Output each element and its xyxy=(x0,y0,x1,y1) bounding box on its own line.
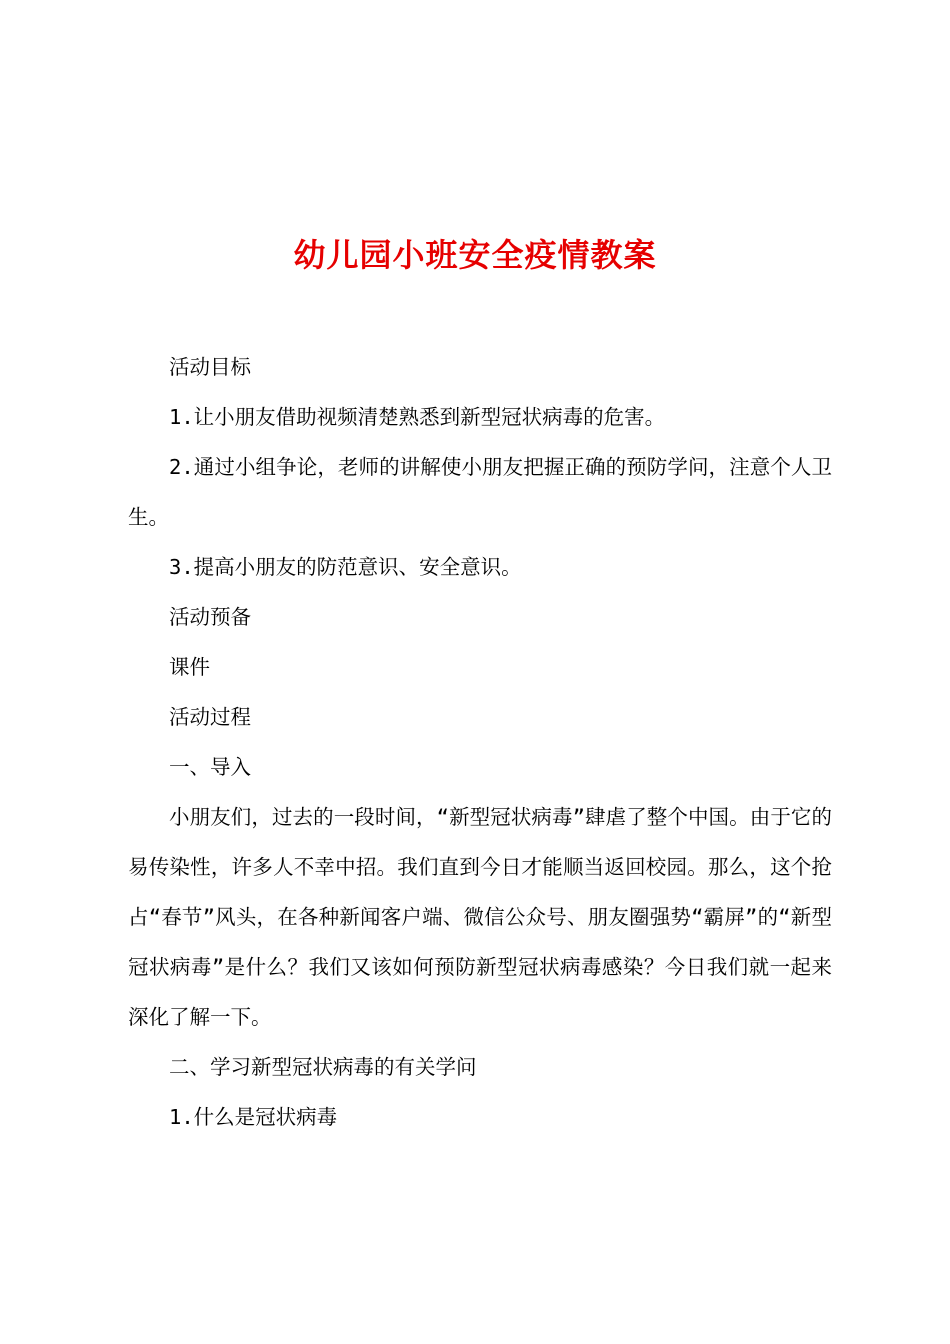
document-body xyxy=(128,342,832,1142)
goal-item-3: 3.提高小朋友的防范意识、安全意识。 xyxy=(169,555,522,579)
document-title: 幼儿园小班安全疫情教案 xyxy=(293,236,657,275)
preparation-item: 课件 xyxy=(169,655,210,679)
section-heading-introduction: 一、导入 xyxy=(169,755,251,779)
subsection-heading-what-is-coronavirus: 1.什么是冠状病毒 xyxy=(169,1105,338,1129)
goal-item-2: 2.通过小组争论，老师的讲解使小朋友把握正确的预防学问，注意个人卫生。 xyxy=(128,455,832,529)
goal-item-1: 1.让小朋友借助视频清楚熟悉到新型冠状病毒的危害。 xyxy=(169,405,666,429)
heading-activity-preparation: 活动预备 xyxy=(169,605,251,629)
heading-activity-goals: 活动目标 xyxy=(169,355,251,379)
section-heading-learning: 二、学习新型冠状病毒的有关学问 xyxy=(169,1055,477,1079)
introduction-paragraph: 小朋友们，过去的一段时间，“新型冠状病毒”肆虐了整个中国。由于它的易传染性，许多人不幸中招。我们直到今日才能顺当返回校园。那么，这个抢占“春节”风头，在各种新闻客户端、微信公众号、朋友圈强势“霸屏”的“新型冠状病毒”是什么？我们又该如何预防新型冠状病毒感染？今日我们就一起来深化了解一下。 xyxy=(128,805,832,1029)
heading-activity-process: 活动过程 xyxy=(169,705,251,729)
